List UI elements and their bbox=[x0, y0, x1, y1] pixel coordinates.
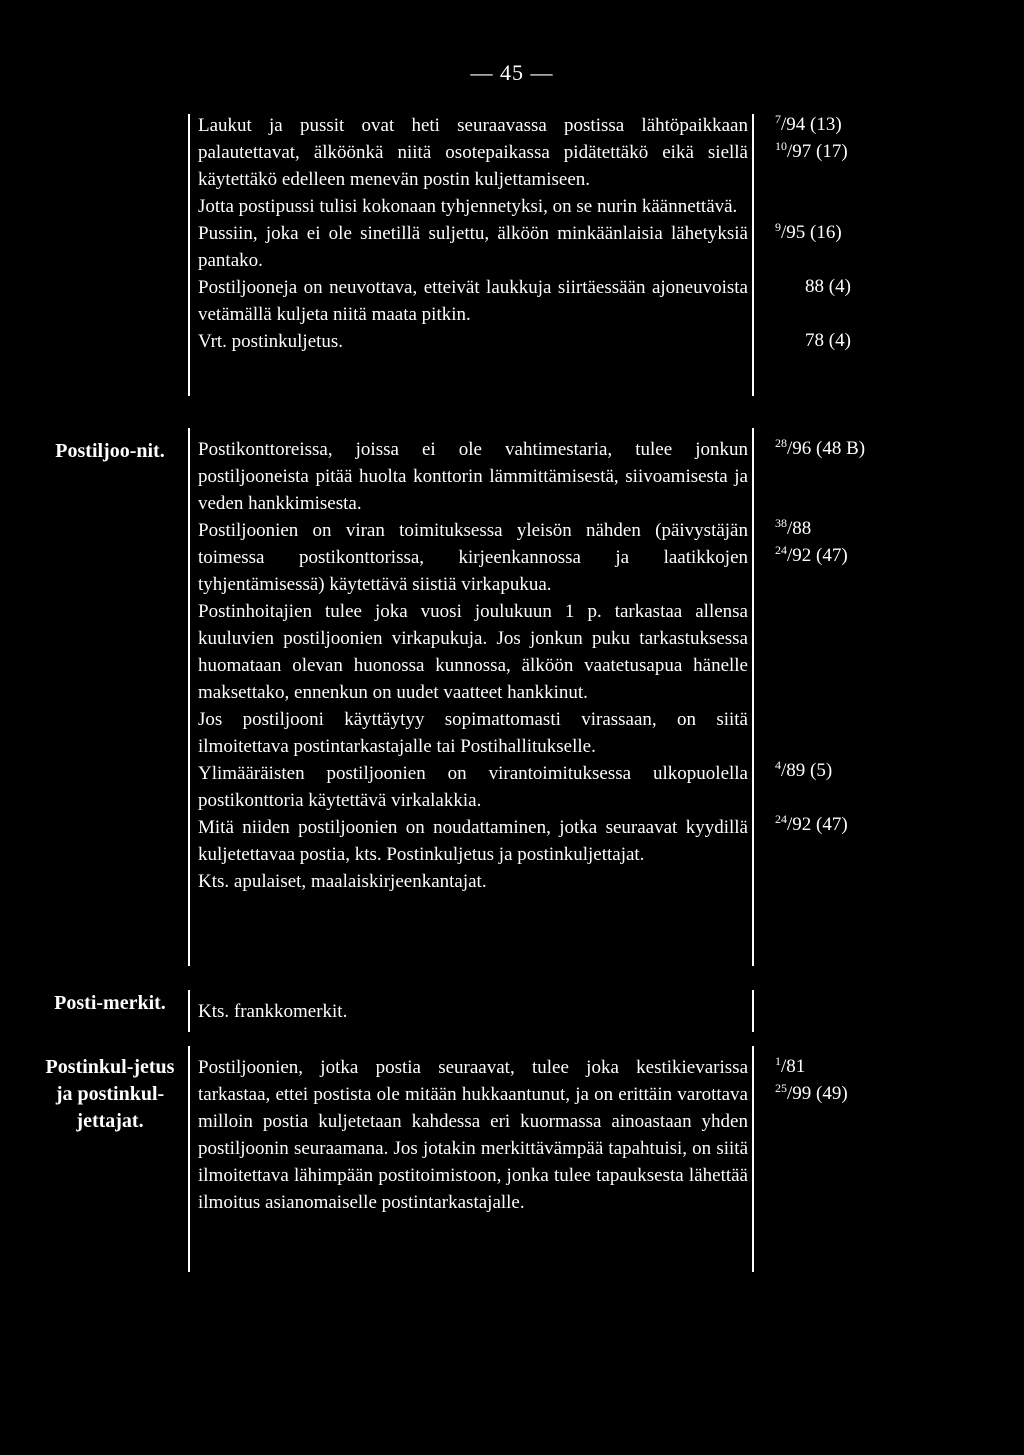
reference: $^1$/81 bbox=[775, 1054, 806, 1077]
left-column-rule bbox=[188, 1046, 190, 1272]
section-body bbox=[198, 998, 748, 1025]
reference: $^{10}$/97 (17) bbox=[775, 139, 848, 162]
paragraph: Postiljooneja on neuvottava, etteivät laukkuja siirtäessään ajoneuvoista vetämällä kuljeta niitä maata pitkin. bbox=[198, 277, 748, 325]
reference: $^{24}$/92 (47) bbox=[775, 812, 848, 835]
paragraph: Ylimääräisten postiljoonien on virantoimituksessa ulkopuolella postikonttoria käytettävä virkalakkia. bbox=[198, 763, 748, 811]
reference: $^{24}$/92 (47) bbox=[775, 543, 848, 566]
right-column-rule bbox=[752, 428, 754, 966]
left-column-rule bbox=[188, 428, 190, 966]
right-column-rule bbox=[752, 114, 754, 396]
paragraph: Postikonttoreissa, joissa ei ole vahtimestaria, tulee jonkun postiljooneista pitää huolta konttorin lämmittämisestä, siivoamisesta ja veden hankkimisesta. bbox=[198, 439, 748, 514]
reference: 88 (4) bbox=[805, 276, 851, 297]
paragraph: Postiljoonien, jotka postia seuraavat, tulee joka kestikievarissa tarkastaa, ettei postista ole mitään hukkaantunut, ja on erittäin varottava milloin postia kuljetetaan kahdessa eri kuormassa ainoastaan yhden postiljoonin seuraamana. Jos jotakin merkittävämpää tapahtuisi, on siitä ilmoitettava lähimpään postitoimistoon, jonka tulee tapauksesta lähettää ilmoitus asianomaiselle postintarkastajalle. bbox=[198, 1057, 748, 1213]
reference: $^4$/89 (5) bbox=[775, 758, 833, 781]
page-number: — 45 — bbox=[470, 60, 554, 85]
margin-heading: Posti-merkit. bbox=[54, 992, 166, 1014]
paragraph: Jos postiljooni käyttäytyy sopimattomasti virassaan, on siitä ilmoitettava postintarkastajalle tai Postihallitukselle. bbox=[198, 709, 748, 757]
section-body bbox=[198, 112, 748, 355]
right-column-rule bbox=[752, 990, 754, 1032]
margin-heading: Postiljoo-nit. bbox=[55, 440, 165, 462]
left-column-rule bbox=[188, 114, 190, 396]
reference: 78 (4) bbox=[805, 330, 851, 351]
reference: $^{28}$/96 (48 B) bbox=[775, 436, 866, 459]
paragraph: Kts. frankkomerkit. bbox=[198, 1001, 348, 1022]
paragraph: Kts. apulaiset, maalaiskirjeenkantajat. bbox=[198, 871, 487, 892]
paragraph: Laukut ja pussit ovat heti seuraavassa postissa lähtöpaikkaan palautettavat, älköönkä niitä osotepaikassa pidätettäkö eikä siellä käytettäkö edelleen menevän postin kuljettamiseen. bbox=[198, 115, 748, 190]
paragraph: Pussiin, joka ei ole sinetillä suljettu, älköön minkäänlaisia lähetyksiä pantako. bbox=[198, 223, 748, 271]
paragraph: Jotta postipussi tulisi kokonaan tyhjennetyksi, on se nurin käännettävä. bbox=[198, 196, 738, 217]
paragraph: Postinhoitajien tulee joka vuosi joulukuun 1 p. tarkastaa allensa kuuluvien postiljoonien virkapukuja. Jos jonkun puku tarkastuksessa huomataan olevan huonossa kunnossa, älköön vaatetusapua hänelle maksettako, ennenkun on uudet vaatteet hankkinut. bbox=[198, 601, 748, 703]
paragraph: Vrt. postinkuljetus. bbox=[198, 331, 344, 352]
paragraph: Mitä niiden postiljoonien on noudattaminen, jotka seuraavat kyydillä kuljetettavaa postia, kts. Postinkuljetus ja postinkuljettajat. bbox=[198, 817, 748, 865]
section-body bbox=[198, 1054, 748, 1216]
margin-heading: Postinkul-jetus ja postinkul-jettajat. bbox=[45, 1056, 175, 1132]
right-column-rule bbox=[752, 1046, 754, 1272]
section-body bbox=[198, 436, 748, 895]
reference: $^{25}$/99 (49) bbox=[775, 1081, 848, 1104]
left-column-rule bbox=[188, 990, 190, 1032]
paragraph: Postiljoonien on viran toimituksessa yleisön nähden (päivystäjän toimessa postikonttorissa, kirjeenkannossa ja laatikkojen tyhjentämisessä) käytettävä siistiä virkapukua. bbox=[198, 520, 748, 595]
reference: $^7$/94 (13) bbox=[775, 112, 842, 135]
reference: $^9$/95 (16) bbox=[775, 220, 842, 243]
reference: $^{38}$/88 bbox=[775, 516, 812, 539]
